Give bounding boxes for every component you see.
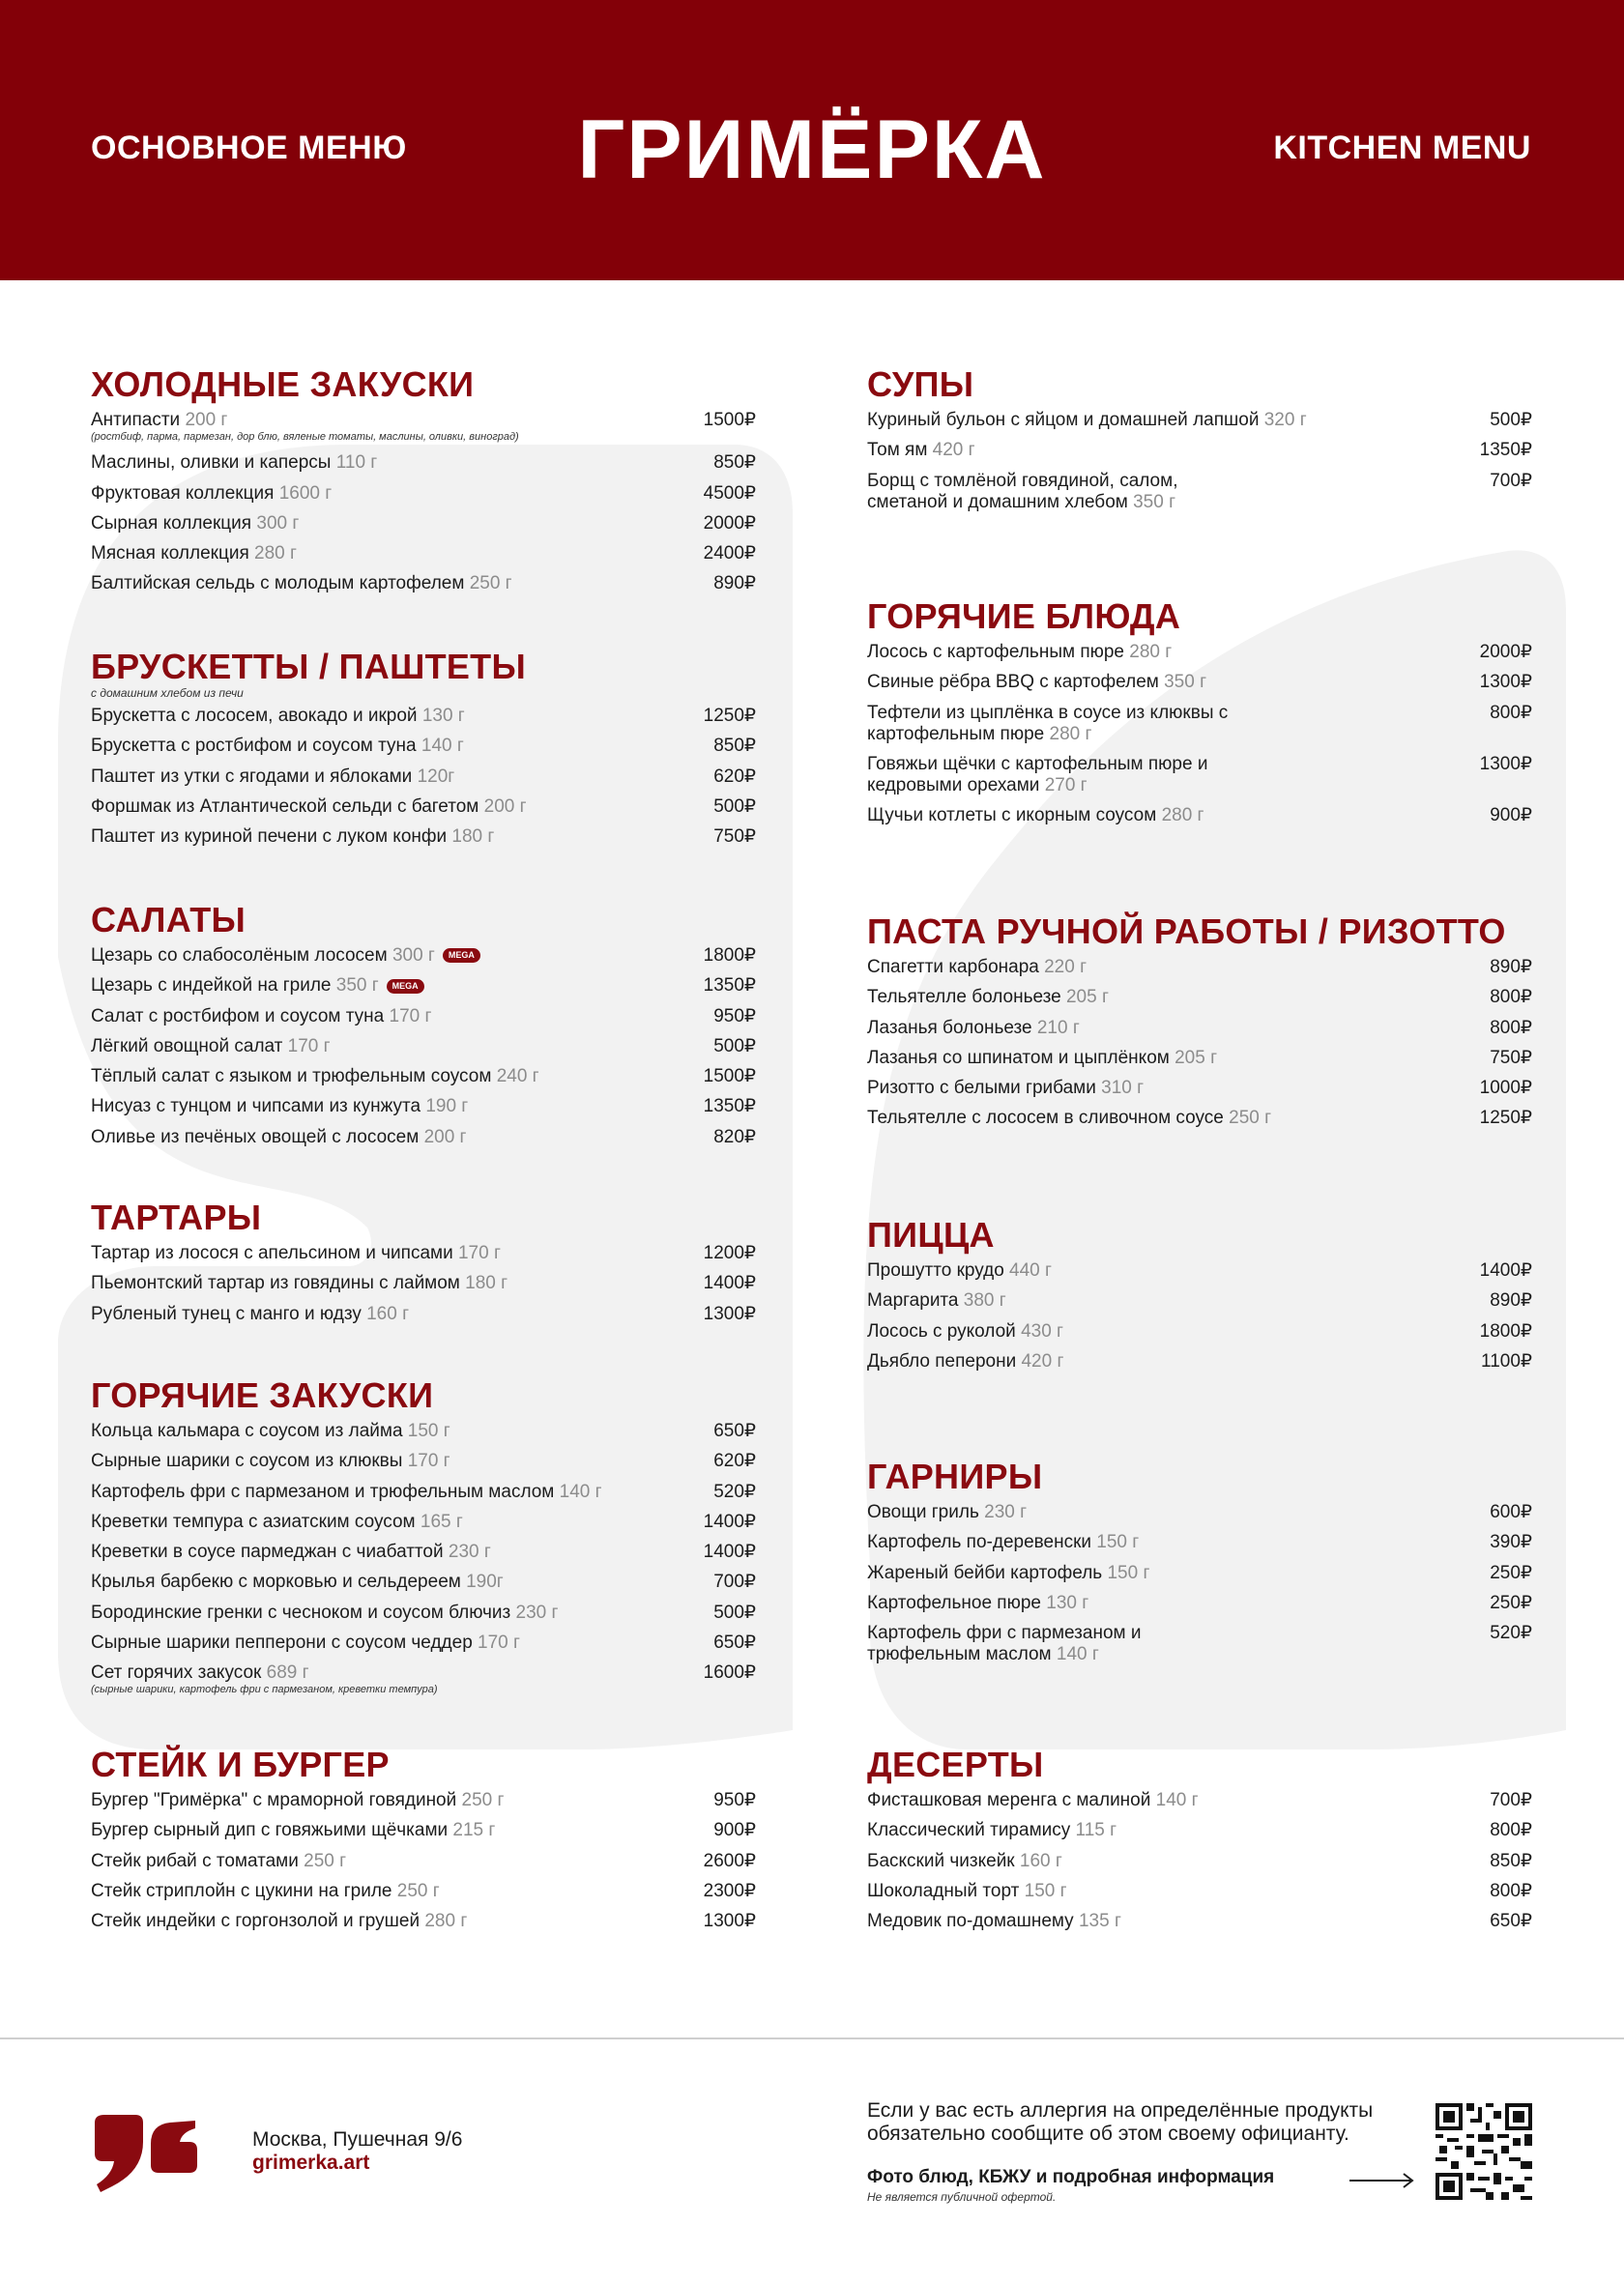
menu-item bbox=[91, 1572, 756, 1593]
item-price: 1350₽ bbox=[703, 975, 756, 997]
item-name: Лазанья болоньезе bbox=[867, 1017, 1032, 1038]
menu-item bbox=[91, 1603, 756, 1624]
item-name: Сырные шарики пепперони с соусом чеддер bbox=[91, 1633, 473, 1654]
menu-item bbox=[867, 1851, 1532, 1872]
item-price: 890₽ bbox=[1490, 957, 1532, 977]
item-weight: 280 г bbox=[1049, 723, 1092, 744]
item-name: Классический тирамису bbox=[867, 1820, 1071, 1841]
item-weight: 130 г bbox=[1046, 1592, 1089, 1613]
arrow-right-icon bbox=[1349, 2171, 1415, 2190]
website-link[interactable]: grimerka.art bbox=[252, 2152, 370, 2174]
quote-mark-icon bbox=[91, 2115, 199, 2192]
menu-item bbox=[867, 410, 1532, 431]
section-desserts bbox=[867, 1746, 1532, 1941]
item-weight: 310 г bbox=[1101, 1078, 1145, 1099]
item-price: 800₽ bbox=[1490, 702, 1532, 723]
item-price: 1400₽ bbox=[703, 1511, 756, 1532]
item-weight: 205 г bbox=[1065, 987, 1109, 1008]
item-name: Фруктовая коллекция bbox=[91, 482, 275, 504]
item-weight: 190г bbox=[466, 1572, 504, 1593]
section-title: ХОЛОДНЫЕ ЗАКУСКИ bbox=[91, 364, 475, 404]
footer-divider bbox=[0, 2037, 1624, 2039]
menu-item bbox=[91, 1820, 756, 1841]
menu-item bbox=[867, 1820, 1532, 1841]
menu-item bbox=[91, 826, 756, 848]
menu-item bbox=[867, 642, 1532, 663]
item-weight: 350 г bbox=[1164, 672, 1207, 693]
menu-item bbox=[867, 987, 1532, 1008]
item-weight: 140 г bbox=[1155, 1790, 1199, 1810]
item-weight: 270 г bbox=[1044, 774, 1088, 795]
item-name: Креветки в соусе пармеджан с чиабаттой bbox=[91, 1542, 444, 1563]
item-name: Борщ с томлёной говядиной, салом, сметаной и домашним хлебом bbox=[867, 470, 1178, 512]
item-name: Пьемонтский тартар из говядины с лаймом bbox=[91, 1273, 460, 1294]
item-name: Лазанья со шпинатом и цыплёнком bbox=[867, 1047, 1170, 1068]
menu-item bbox=[91, 513, 756, 535]
kitchen-menu-label: KITCHEN MENU bbox=[1273, 130, 1531, 166]
menu-item bbox=[91, 483, 756, 505]
item-name: Лёгкий овощной салат bbox=[91, 1035, 283, 1056]
section-title: ТАРТАРЫ bbox=[91, 1198, 262, 1237]
menu-item bbox=[91, 1006, 756, 1027]
item-name: Креветки темпура с азиатским соусом bbox=[91, 1511, 416, 1532]
section-salads bbox=[91, 901, 756, 1157]
item-name: Шоколадный торт bbox=[867, 1880, 1020, 1901]
item-weight: 170 г bbox=[478, 1633, 520, 1654]
item-price: 800₽ bbox=[1490, 987, 1532, 1008]
item-name: Картофель фри с пармезаном и трюфельным маслом bbox=[867, 1623, 1142, 1665]
item-weight: 230 г bbox=[984, 1502, 1028, 1522]
item-price: 250₽ bbox=[1490, 1562, 1532, 1583]
item-name: Свиные рёбра BBQ с картофелем bbox=[867, 672, 1159, 693]
qr-code-icon[interactable] bbox=[1436, 2103, 1532, 2200]
item-weight: 280 г bbox=[1129, 642, 1173, 662]
mega-badge: MEGA bbox=[443, 948, 480, 963]
menu-item bbox=[867, 1351, 1532, 1373]
item-name: Спагетти карбонара bbox=[867, 957, 1039, 977]
menu-item bbox=[91, 1273, 756, 1294]
item-weight: 220 г bbox=[1044, 957, 1088, 977]
item-name: Медовик по-домашнему bbox=[867, 1911, 1074, 1932]
section-pasta-risotto bbox=[867, 912, 1532, 1139]
menu-item bbox=[867, 440, 1532, 461]
item-weight: 110 г bbox=[335, 452, 378, 474]
menu-item bbox=[91, 1421, 756, 1442]
item-name: Балтийская сельдь с молодым картофелем bbox=[91, 573, 465, 594]
item-weight: 440 г bbox=[1009, 1260, 1052, 1281]
item-weight: 240 г bbox=[496, 1066, 539, 1087]
item-weight: 140 г bbox=[1056, 1644, 1099, 1665]
section-title: СТЕЙК И БУРГЕР bbox=[91, 1745, 390, 1784]
item-price: 250₽ bbox=[1490, 1592, 1532, 1613]
item-price: 1350₽ bbox=[1479, 440, 1532, 461]
item-price: 890₽ bbox=[713, 573, 756, 594]
item-name: Говяжьи щёчки с картофельным пюре и кедровыми орехами bbox=[867, 753, 1208, 795]
item-name: Стейк стриплойн с цукини на гриле bbox=[91, 1880, 392, 1901]
item-weight: 1600 г bbox=[278, 482, 333, 504]
item-price: 4500₽ bbox=[703, 482, 756, 504]
menu-item bbox=[91, 452, 756, 474]
item-price: 2400₽ bbox=[703, 543, 756, 564]
section-cold-appetizers bbox=[91, 365, 756, 604]
item-price: 800₽ bbox=[1490, 1820, 1532, 1841]
item-price: 750₽ bbox=[713, 826, 756, 848]
item-name: Салат с ростбифом и соусом туна bbox=[91, 1005, 385, 1026]
menu-item bbox=[91, 1127, 756, 1148]
item-weight: 280 г bbox=[424, 1911, 468, 1932]
item-weight: 430 г bbox=[1021, 1320, 1063, 1342]
item-name: Тёплый салат с языком и трюфельным соусом bbox=[91, 1066, 492, 1087]
section-title: ГАРНИРЫ bbox=[867, 1457, 1043, 1496]
item-name: Щучьи котлеты с икорным соусом bbox=[867, 805, 1157, 826]
item-price: 750₽ bbox=[1490, 1047, 1532, 1068]
item-price: 2600₽ bbox=[703, 1850, 756, 1871]
menu-item bbox=[91, 766, 756, 788]
menu-item bbox=[91, 706, 756, 727]
menu-item bbox=[91, 1036, 756, 1057]
item-weight: 150 г bbox=[1024, 1880, 1067, 1901]
section-tartars bbox=[91, 1199, 756, 1334]
item-weight: 120г bbox=[417, 766, 455, 787]
item-weight: 230 г bbox=[515, 1602, 559, 1623]
menu-item bbox=[867, 1260, 1532, 1282]
item-weight: 180 г bbox=[451, 826, 495, 848]
item-price: 1800₽ bbox=[1479, 1320, 1532, 1342]
item-name: Брускетта с лососем, авокадо и икрой bbox=[91, 706, 418, 726]
menu-item bbox=[867, 1623, 1532, 1665]
item-weight: 205 г bbox=[1174, 1047, 1218, 1068]
item-name: Тельятелле с лососем в сливочном соусе bbox=[867, 1108, 1224, 1129]
item-price: 500₽ bbox=[713, 1602, 756, 1623]
item-price: 620₽ bbox=[713, 1451, 756, 1472]
item-name: Овощи гриль bbox=[867, 1502, 979, 1522]
item-name: Рубленый тунец с манго и юдзу bbox=[91, 1303, 362, 1324]
menu-item bbox=[91, 1304, 756, 1325]
item-name: Тартар из лосося с апельсином и чипсами bbox=[91, 1243, 453, 1263]
section-title: ГОРЯЧИЕ ЗАКУСКИ bbox=[91, 1375, 434, 1415]
section-subtitle: с домашним хлебом из печи bbox=[91, 686, 244, 700]
item-weight: 150 г bbox=[1096, 1532, 1140, 1553]
item-price: 1250₽ bbox=[703, 706, 756, 726]
menu-item bbox=[91, 1512, 756, 1533]
item-price: 500₽ bbox=[713, 1035, 756, 1056]
brand-logo: ГРИМЁРКА bbox=[577, 103, 1047, 196]
menu-item bbox=[867, 1290, 1532, 1312]
section-pizza bbox=[867, 1216, 1532, 1381]
section-title: СУПЫ bbox=[867, 364, 974, 404]
menu-item bbox=[867, 1048, 1532, 1069]
item-price: 2000₽ bbox=[1479, 642, 1532, 662]
menu-item bbox=[867, 471, 1532, 513]
item-weight: 200 г bbox=[423, 1126, 467, 1147]
menu-item bbox=[867, 1502, 1532, 1523]
item-note: (сырные шарики, картофель фри с пармезаном, креветки темпура) bbox=[91, 1684, 438, 1696]
menu-item bbox=[867, 805, 1532, 826]
item-name: Картофельное пюре bbox=[867, 1592, 1041, 1613]
item-name: Брускетта с ростбифом и соусом туна bbox=[91, 736, 417, 757]
item-weight: 350 г bbox=[1133, 491, 1176, 512]
item-weight: 140 г bbox=[420, 736, 464, 757]
menu-item bbox=[91, 1662, 756, 1696]
item-weight: 300 г bbox=[392, 945, 435, 966]
item-price: 700₽ bbox=[713, 1572, 756, 1593]
item-price: 700₽ bbox=[1490, 470, 1532, 491]
item-name: Антипасти bbox=[91, 410, 181, 430]
section-title: САЛАТЫ bbox=[91, 900, 246, 939]
item-price: 520₽ bbox=[713, 1481, 756, 1502]
address: Москва, Пушечная 9/6 bbox=[252, 2128, 463, 2151]
item-name: Сырные шарики с соусом из клюквы bbox=[91, 1451, 403, 1472]
menu-item bbox=[867, 754, 1532, 796]
menu-item bbox=[867, 1321, 1532, 1343]
photo-info-text: Фото блюд, КБЖУ и подробная информация bbox=[867, 2167, 1275, 2187]
item-weight: 689 г bbox=[266, 1662, 309, 1684]
item-name: Тельятелле болоньезе bbox=[867, 987, 1061, 1008]
menu-item bbox=[91, 1542, 756, 1563]
item-name: Сет горячих закусок bbox=[91, 1662, 262, 1684]
item-note: (ростбиф, парма, пармезан, дор блю, вяленые томаты, маслины, оливки, виноград) bbox=[91, 431, 519, 443]
item-price: 800₽ bbox=[1490, 1017, 1532, 1038]
menu-item bbox=[91, 573, 756, 594]
section-soups bbox=[867, 365, 1532, 522]
item-price: 1250₽ bbox=[1479, 1108, 1532, 1129]
item-weight: 190 г bbox=[425, 1096, 469, 1117]
item-price: 1300₽ bbox=[1479, 753, 1532, 774]
item-weight: 180 г bbox=[465, 1273, 508, 1294]
item-weight: 250 г bbox=[461, 1790, 505, 1810]
item-weight: 280 г bbox=[1161, 805, 1204, 826]
menu-item bbox=[91, 945, 756, 967]
item-weight: 115 г bbox=[1075, 1820, 1117, 1841]
section-title: БРУСКЕТТЫ / ПАШТЕТЫ bbox=[91, 647, 527, 686]
item-price: 500₽ bbox=[1490, 410, 1532, 430]
item-name: Лосось с картофельным пюре bbox=[867, 642, 1124, 662]
item-weight: 210 г bbox=[1036, 1017, 1080, 1038]
item-weight: 215 г bbox=[452, 1820, 496, 1841]
item-weight: 140 г bbox=[559, 1481, 602, 1502]
section-title: ПАСТА РУЧНОЙ РАБОТЫ / РИЗОТТО bbox=[867, 911, 1506, 951]
item-price: 1800₽ bbox=[703, 945, 756, 966]
item-weight: 135 г bbox=[1078, 1911, 1121, 1932]
item-name: Кольца кальмара с соусом из лайма bbox=[91, 1421, 403, 1441]
menu-item bbox=[91, 1851, 756, 1872]
menu-item bbox=[91, 1066, 756, 1087]
section-steak-burger bbox=[91, 1746, 756, 1941]
section-sides bbox=[867, 1458, 1532, 1674]
allergy-note: Если у вас есть аллергия на определённые продукты обязательно сообщите об этом своему официанту. bbox=[867, 2099, 1374, 2145]
item-price: 850₽ bbox=[713, 736, 756, 757]
menu-item bbox=[91, 1790, 756, 1811]
section-title: ГОРЯЧИЕ БЛЮДА bbox=[867, 596, 1181, 636]
menu-item bbox=[91, 1881, 756, 1902]
menu-item bbox=[91, 1633, 756, 1654]
item-price: 850₽ bbox=[1490, 1850, 1532, 1871]
item-name: Маргарита bbox=[867, 1290, 959, 1312]
menu-item bbox=[867, 957, 1532, 978]
item-price: 650₽ bbox=[1490, 1911, 1532, 1932]
item-price: 1300₽ bbox=[1479, 672, 1532, 693]
menu-item bbox=[91, 796, 756, 818]
item-weight: 350 г bbox=[335, 975, 379, 997]
item-price: 820₽ bbox=[713, 1126, 756, 1147]
item-price: 1500₽ bbox=[703, 410, 756, 430]
section-title: ПИЦЦА bbox=[867, 1215, 995, 1255]
menu-item bbox=[91, 1911, 756, 1932]
item-name: Лосось с руколой bbox=[867, 1320, 1016, 1342]
mega-badge: MEGA bbox=[387, 979, 424, 994]
item-name: Баскский чизкейк bbox=[867, 1850, 1015, 1871]
item-price: 1400₽ bbox=[1479, 1260, 1532, 1281]
menu-item bbox=[867, 1790, 1532, 1811]
item-price: 1000₽ bbox=[1479, 1078, 1532, 1099]
item-price: 520₽ bbox=[1490, 1623, 1532, 1644]
item-price: 900₽ bbox=[1490, 805, 1532, 826]
item-price: 850₽ bbox=[713, 452, 756, 474]
item-name: Ризотто с белыми грибами bbox=[867, 1078, 1096, 1099]
main-menu-label: ОСНОВНОЕ МЕНЮ bbox=[91, 130, 407, 166]
item-price: 2000₽ bbox=[703, 512, 756, 534]
menu-item bbox=[867, 1532, 1532, 1553]
item-price: 950₽ bbox=[713, 1790, 756, 1810]
item-name: Цезарь с индейкой на гриле bbox=[91, 975, 332, 997]
item-price: 800₽ bbox=[1490, 1880, 1532, 1901]
section-title: ДЕСЕРТЫ bbox=[867, 1745, 1044, 1784]
item-name: Бородинские гренки с чесноком и соусом блючиз bbox=[91, 1602, 511, 1623]
item-name: Куриный бульон с яйцом и домашней лапшой bbox=[867, 410, 1260, 430]
item-weight: 380 г bbox=[963, 1290, 1006, 1312]
item-weight: 170 г bbox=[457, 1243, 501, 1263]
item-price: 650₽ bbox=[713, 1421, 756, 1441]
item-weight: 250 г bbox=[396, 1880, 440, 1901]
item-weight: 250 г bbox=[304, 1850, 347, 1871]
menu-item bbox=[867, 1911, 1532, 1932]
item-price: 900₽ bbox=[713, 1820, 756, 1841]
item-price: 500₽ bbox=[713, 795, 756, 817]
item-price: 1500₽ bbox=[703, 1066, 756, 1087]
item-name: Паштет из утки с ягодами и яблоками bbox=[91, 766, 413, 787]
item-weight: 200 г bbox=[483, 795, 527, 817]
menu-item bbox=[91, 410, 756, 444]
item-price: 1200₽ bbox=[703, 1243, 756, 1263]
item-price: 890₽ bbox=[1490, 1290, 1532, 1312]
item-name: Цезарь со слабосолёным лососем bbox=[91, 945, 388, 966]
item-name: Сырная коллекция bbox=[91, 512, 252, 534]
item-weight: 170 г bbox=[389, 1005, 432, 1026]
item-name: Стейк рибай с томатами bbox=[91, 1850, 299, 1871]
address-block bbox=[252, 2128, 462, 2175]
item-weight: 280 г bbox=[254, 543, 297, 564]
menu-item bbox=[91, 543, 756, 564]
item-weight: 150 г bbox=[1107, 1562, 1150, 1583]
header bbox=[0, 0, 1624, 280]
item-name: Стейк индейки с горгонзолой и грушей bbox=[91, 1911, 420, 1932]
item-weight: 420 г bbox=[1021, 1350, 1064, 1372]
item-price: 700₽ bbox=[1490, 1790, 1532, 1810]
item-price: 1350₽ bbox=[703, 1096, 756, 1117]
item-price: 1300₽ bbox=[703, 1303, 756, 1324]
menu-item bbox=[867, 703, 1532, 745]
item-weight: 160 г bbox=[1019, 1850, 1062, 1871]
item-weight: 165 г bbox=[420, 1511, 463, 1532]
offer-note: Не является публичной офертой. bbox=[867, 2190, 1057, 2204]
item-name: Крылья барбекю с морковью и сельдереем bbox=[91, 1572, 461, 1593]
item-price: 950₽ bbox=[713, 1005, 756, 1026]
item-name: Форшмак из Атлантической сельди с багетом bbox=[91, 795, 479, 817]
item-price: 650₽ bbox=[713, 1633, 756, 1654]
item-weight: 230 г bbox=[448, 1542, 491, 1563]
menu-item bbox=[91, 975, 756, 997]
item-weight: 170 г bbox=[287, 1035, 331, 1056]
item-weight: 150 г bbox=[407, 1421, 450, 1441]
item-name: Дьябло пеперони bbox=[867, 1350, 1017, 1372]
item-price: 1600₽ bbox=[703, 1662, 756, 1684]
section-bruschetta bbox=[91, 648, 756, 856]
item-name: Мясная коллекция bbox=[91, 543, 249, 564]
item-name: Прошутто крудо bbox=[867, 1260, 1004, 1281]
item-name: Жареный бейби картофель bbox=[867, 1562, 1103, 1583]
menu-item bbox=[867, 672, 1532, 693]
item-name: Маслины, оливки и каперсы bbox=[91, 452, 332, 474]
item-weight: 160 г bbox=[366, 1303, 410, 1324]
item-price: 390₽ bbox=[1490, 1532, 1532, 1553]
item-name: Тефтели из цыплёнка в соусе из клюквы с картофельным пюре bbox=[867, 702, 1229, 744]
item-name: Фисташковая меренга с малиной bbox=[867, 1790, 1151, 1810]
menu-item bbox=[867, 1108, 1532, 1129]
item-price: 1100₽ bbox=[1481, 1350, 1532, 1372]
menu-item bbox=[867, 1593, 1532, 1614]
menu-item bbox=[867, 1881, 1532, 1902]
item-weight: 320 г bbox=[1263, 410, 1307, 430]
item-weight: 250 г bbox=[1229, 1108, 1272, 1129]
item-name: Бургер сырный дип с говяжьими щёчками bbox=[91, 1820, 449, 1841]
item-price: 1400₽ bbox=[703, 1273, 756, 1294]
item-weight: 170 г bbox=[407, 1451, 450, 1472]
menu-item bbox=[91, 1482, 756, 1503]
menu-item bbox=[91, 1243, 756, 1264]
menu-item bbox=[867, 1078, 1532, 1099]
item-name: Бургер "Гримёрка" с мраморной говядиной bbox=[91, 1790, 457, 1810]
menu-item bbox=[867, 1563, 1532, 1584]
item-name: Оливье из печёных овощей с лососем bbox=[91, 1126, 420, 1147]
section-hot-appetizers bbox=[91, 1376, 756, 1706]
section-hot-dishes bbox=[867, 597, 1532, 835]
item-weight: 300 г bbox=[256, 512, 300, 534]
item-weight: 200 г bbox=[185, 410, 228, 430]
item-weight: 420 г bbox=[932, 440, 975, 461]
menu-item bbox=[867, 1018, 1532, 1039]
menu-item bbox=[91, 1096, 756, 1117]
item-price: 600₽ bbox=[1490, 1502, 1532, 1522]
item-price: 1300₽ bbox=[703, 1911, 756, 1932]
menu-item bbox=[91, 736, 756, 757]
item-name: Нисуаз с тунцом и чипсами из кунжута bbox=[91, 1096, 421, 1117]
menu-item bbox=[91, 1451, 756, 1472]
item-weight: 130 г bbox=[421, 706, 465, 726]
item-name: Паштет из куриной печени с луком конфи bbox=[91, 826, 448, 848]
item-price: 1400₽ bbox=[703, 1542, 756, 1563]
item-name: Картофель фри с пармезаном и трюфельным маслом bbox=[91, 1481, 555, 1502]
item-weight: 250 г bbox=[469, 573, 512, 594]
item-name: Том ям bbox=[867, 440, 928, 461]
item-price: 620₽ bbox=[713, 766, 756, 787]
item-name: Картофель по-деревенски bbox=[867, 1532, 1092, 1553]
item-price: 2300₽ bbox=[703, 1880, 756, 1901]
